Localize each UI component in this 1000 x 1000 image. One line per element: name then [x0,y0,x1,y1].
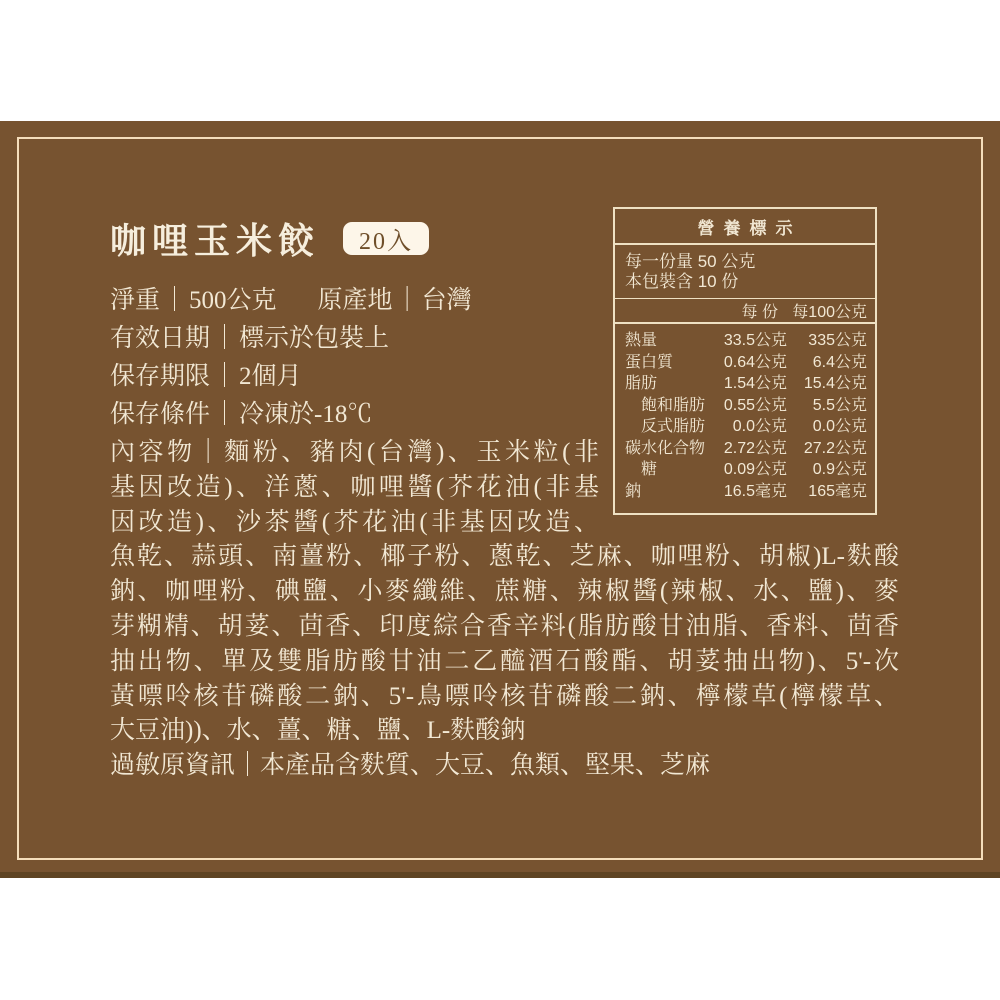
nutrient-label: 碳水化合物 [625,439,706,457]
ingredients-line: 基因改造)、洋蔥、咖哩醬(芥花油(非基 [110,473,599,501]
nutrient-per-100g: 6.4公克 [812,353,867,371]
panel-bottom-edge [0,872,1000,878]
product-label-panel [0,121,1000,878]
separator-bar: ｜ [212,363,238,390]
nutrient-per-100g: 27.2公克 [803,439,867,457]
info-label: 原產地 [317,287,393,314]
nutrition-column-headers [615,299,875,322]
info-label: 保存條件 [110,401,211,428]
nutrient-per-100g: 0.9公克 [812,461,867,478]
nutrient-per-100g: 165毫克 [808,482,867,500]
separator-bar: ｜ [394,287,420,314]
col-header-per-100g: 每100公克 [792,304,867,321]
ingredients-line: 黃嘌呤核苷磷酸二鈉、5'-鳥嘌呤核苷磷酸二鈉、檸檬草(檸檬草、 [110,682,899,710]
nutrient-label: 飽和脂肪 [641,396,706,414]
nutrition-row [625,373,867,395]
info-row-net-weight [110,282,472,320]
nutrient-per-100g: 15.4公克 [803,375,867,392]
serving-info [615,245,875,298]
separator-bar: ｜ [212,401,238,428]
separator-bar: ｜ [212,325,238,352]
nutrient-label: 糖 [641,461,658,478]
separator-bar: ｜ [162,287,188,314]
nutrition-row [625,459,867,481]
nutrient-per-serving: 1.54公克 [723,375,787,392]
ingredients-line: 抽出物、單及雙脂肪酸甘油二乙醯酒石酸酯、胡荽抽出物)、5'-次 [110,647,899,675]
nutrient-per-serving: 0.55公克 [723,396,787,414]
pack-count-badge: 20入 [343,222,429,255]
col-header-per-serving: 每 份 [741,304,778,321]
info-value: 台灣 [421,287,472,314]
info-label: 淨重 [110,287,161,314]
product-title: 咖哩玉米餃 [110,221,321,261]
info-row-storage [110,396,472,434]
nutrition-row [625,416,867,438]
nutrient-per-serving: 33.5公克 [723,332,787,349]
ingredients-line: 鈉、咖哩粉、碘鹽、小麥纖維、蔗糖、辣椒醬(辣椒、水、鹽)、麥 [110,578,899,606]
nutrition-row [625,438,867,460]
info-row-expiry-date [110,320,472,358]
info-value: 2個月 [239,363,302,390]
nutrition-rows [615,324,875,502]
info-value: 標示於包裝上 [239,325,390,352]
nutrition-facts-table [613,207,877,515]
title-row [110,213,429,264]
ingredients-line: 芽糊精、胡荽、茴香、印度綜合香辛料(脂肪酸甘油脂、香料、茴香 [110,612,899,640]
allergen-line: 過敏原資訊｜本產品含麩質、大豆、魚類、堅果、芝麻 [110,752,711,780]
nutrient-label: 脂肪 [625,375,658,392]
info-row-shelf-life [110,358,472,396]
info-label: 保存期限 [110,363,211,390]
nutrient-per-serving: 0.64公克 [723,353,787,371]
nutrient-label: 熱量 [625,332,658,349]
nutrient-label: 鈉 [625,482,642,500]
product-info-block [110,282,472,434]
ingredients-line: 因改造)、沙茶醬(芥花油(非基因改造、 [110,508,599,536]
nutrition-title: 營養標示 [697,219,802,238]
ingredients-line: 大豆油))、水、薑、糖、鹽、L-麩酸鈉 [110,717,526,745]
nutrition-row [625,481,867,503]
nutrient-per-serving: 0.09公克 [723,461,787,478]
nutrient-per-100g: 335公克 [808,332,867,349]
info-label: 有效日期 [110,325,211,352]
info-value: 冷凍於-18℃ [239,401,373,428]
nutrient-per-serving: 16.5毫克 [723,482,787,500]
ingredients-line: 魚乾、蒜頭、南薑粉、椰子粉、蔥乾、芝麻、咖哩粉、胡椒)L-麩酸 [110,543,899,571]
nutrition-row [625,352,867,374]
ingredients-line: 內容物｜麵粉、豬肉(台灣)、玉米粒(非 [110,439,599,466]
nutrient-per-100g: 5.5公克 [812,396,867,414]
nutrition-row [625,330,867,352]
info-value: 500公克 [189,287,277,314]
nutrient-per-100g: 0.0公克 [812,418,867,435]
nutrient-per-serving: 2.72公克 [723,439,787,457]
nutrition-row [625,395,867,417]
nutrient-label: 蛋白質 [625,353,674,371]
nutrient-label: 反式脂肪 [641,418,706,435]
serving-size: 每一份量 50 公克 [625,252,756,271]
nutrient-per-serving: 0.0公克 [732,418,787,435]
servings-per-pack: 本包裝含 10 份 [625,272,739,291]
